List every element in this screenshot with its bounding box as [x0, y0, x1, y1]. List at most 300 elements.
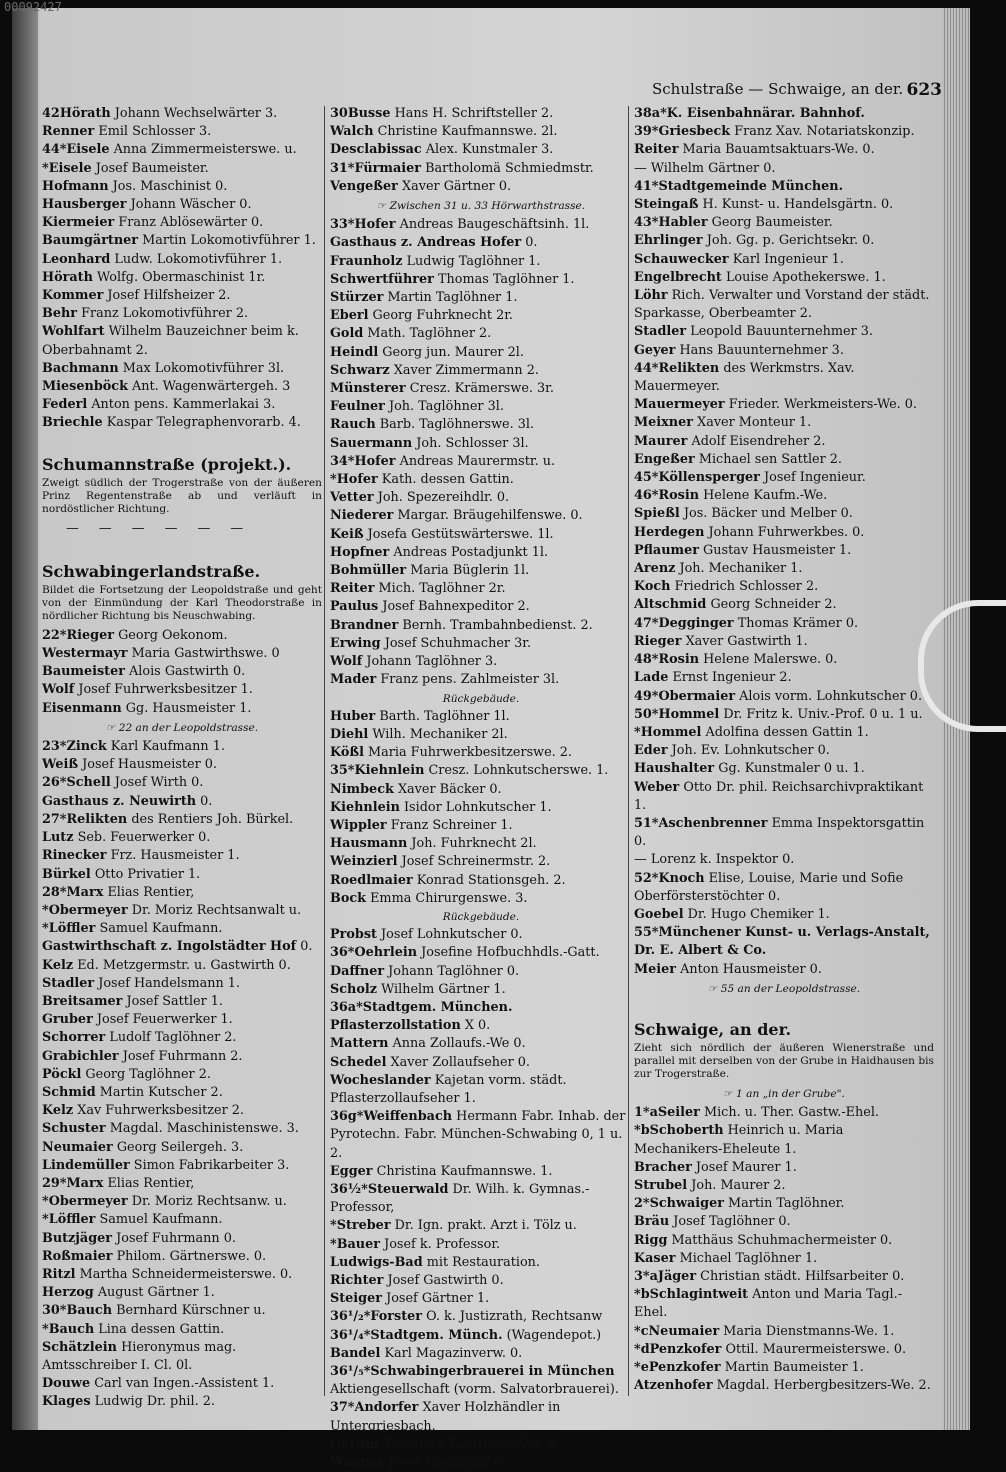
entry-detail: Georg Baumeister. — [711, 215, 833, 231]
house-number: 31* — [330, 160, 355, 176]
resident-name: Wagner — [330, 1455, 385, 1471]
resident-name: Löffler — [48, 921, 96, 937]
entry-detail: Isidor Lohnkutscher 1. — [403, 799, 552, 815]
directory-entry — [42, 1193, 322, 1211]
entry-detail: Martin Taglöhner 1. — [387, 290, 518, 306]
entry-detail: Josef Sattler 1. — [126, 993, 224, 1009]
directory-entry — [330, 1290, 632, 1308]
entry-detail: Josef Fuhrwerksbesitzer 1. — [78, 682, 253, 698]
resident-name: Spießl — [634, 506, 680, 522]
directory-entry — [42, 1029, 322, 1047]
house-number: *b — [634, 1287, 650, 1303]
resident-name: Mader — [330, 672, 377, 688]
entry-detail: Ludwig Taglöhner 1. — [406, 253, 541, 269]
entry-detail: Johann Fuhrwerkbes. 0. — [708, 524, 865, 540]
resident-name: Penzkofer — [648, 1360, 721, 1375]
directory-entry — [42, 993, 322, 1011]
directory-entry — [330, 123, 632, 141]
entry-detail: Karl Kaufmann 1. — [110, 739, 225, 755]
entry-detail: Franz Xav. Notariatskonzip. — [734, 124, 915, 140]
directory-entry — [634, 178, 934, 196]
entry-detail: Joh. Fuhrknecht 2l. — [411, 836, 537, 852]
resident-name: Schmid — [42, 1084, 96, 1100]
resident-name: Schauwecker — [634, 251, 729, 267]
resident-name: Haushalter — [634, 761, 715, 777]
resident-name: Breitsamer — [42, 993, 123, 1009]
directory-entry — [330, 489, 632, 507]
house-number: 33* — [330, 217, 355, 233]
entry-detail: Josef Schuhmacher 3r. — [384, 635, 532, 651]
resident-name: Rosin — [658, 488, 700, 504]
house-number: * — [42, 160, 49, 176]
entry-detail: Ed. Metzgermstr. u. Gastwirth 0. — [77, 957, 291, 973]
entry-detail: Alois vorm. Lohnkutscher 0. — [739, 688, 923, 704]
directory-entry — [330, 580, 632, 598]
entry-detail: Xaver Gärtner 0. — [401, 178, 512, 194]
entry-detail: Ernst Ingenieur 2. — [672, 670, 792, 686]
house-number: 29* — [42, 1175, 67, 1191]
directory-entry — [42, 627, 322, 645]
directory-entry — [42, 1175, 322, 1193]
entry-detail: Georg Fuhrknecht 2r. — [372, 308, 513, 324]
resident-name: Wolf — [42, 682, 75, 698]
entry-detail: O. k. Justizrath, Rechtsanw — [426, 1309, 603, 1325]
resident-name: Egger — [330, 1163, 373, 1179]
resident-name: Meier — [634, 961, 677, 977]
directory-entry — [42, 1302, 322, 1320]
house-number: 3*a — [634, 1268, 658, 1284]
directory-entry — [330, 999, 632, 1017]
house-number: 36¹/₂* — [330, 1309, 371, 1325]
entry-detail: Georg Schneider 2. — [710, 597, 837, 613]
house-number: 46* — [634, 488, 659, 504]
entry-detail: Xaver Zollaufseher 0. — [390, 1054, 530, 1070]
directory-entry — [330, 890, 632, 908]
street-heading: Schwabingerlandstraße. — [42, 561, 261, 581]
directory-entry — [42, 975, 322, 993]
directory-entry — [330, 416, 632, 434]
house-number: 37* — [330, 1400, 355, 1416]
directory-entry — [42, 774, 322, 792]
directory-entry — [330, 726, 632, 744]
entry-detail: Kaspar Telegraphenvorarb. 4. — [106, 415, 301, 431]
resident-name: Hausmann — [330, 836, 408, 852]
entry-detail: August Gärtner 1. — [97, 1285, 215, 1301]
entry-detail: Maria Bauamtsaktuars-We. 0. — [682, 142, 875, 158]
directory-entry — [42, 232, 322, 250]
directory-entry — [330, 453, 632, 471]
entry-detail: Ant. Wagenwärtergeh. 3 — [132, 379, 291, 395]
entry-detail: Anna Zollaufs.-We 0. — [392, 1036, 526, 1052]
entry-detail: Adolf Eisendreher 2. — [691, 433, 826, 449]
resident-name: Relikten — [658, 360, 720, 376]
resident-name: Reiter — [634, 142, 679, 158]
entry-detail: Maria Fuhrwerkbesitzerswe. 2. — [368, 745, 573, 761]
directory-entry — [330, 307, 632, 325]
resident-name: Zinck — [66, 739, 107, 755]
resident-name: Kiehnlein — [354, 763, 425, 779]
directory-entry — [330, 944, 632, 962]
directory-entry — [634, 851, 934, 869]
house-number: 39* — [634, 124, 659, 140]
page-number: 623 — [906, 80, 942, 100]
resident-name: Kaser — [634, 1250, 676, 1266]
resident-name: Gruber — [42, 1012, 93, 1028]
resident-name: Schwertführer — [330, 271, 434, 287]
directory-entry — [330, 1017, 632, 1035]
entry-detail: Josef Fuhrmann 0. — [116, 1230, 236, 1246]
resident-name: Löhr — [634, 288, 668, 304]
directory-entry — [330, 981, 632, 999]
resident-name: Busse — [347, 106, 391, 121]
house-number: * — [42, 921, 49, 937]
directory-entry — [634, 961, 934, 979]
entry-detail: Matthäus Schuhmachermeister 0. — [671, 1232, 893, 1248]
entry-detail: Joh. Gg. p. Gerichtsekr. 0. — [706, 233, 875, 249]
entry-detail: Johann Wechselwärter 3. — [114, 106, 278, 121]
entry-detail: Joh. Mechaniker 1. — [679, 561, 803, 577]
house-number: 42 — [42, 106, 60, 121]
directory-entry — [634, 433, 934, 451]
resident-name: Bauer — [336, 1236, 380, 1252]
house-number: 34* — [330, 453, 355, 469]
directory-entry — [42, 1248, 322, 1266]
resident-name: Obermeyer — [48, 1194, 128, 1210]
resident-name: Hörath — [59, 106, 111, 121]
entry-detail: Dr. Ign. prakt. Arzt i. Tölz u. — [394, 1218, 577, 1234]
directory-entry — [42, 1120, 322, 1138]
resident-name: Niederer — [330, 508, 394, 524]
resident-name: Koch — [634, 579, 671, 595]
resident-name: Engelbrecht — [634, 269, 722, 285]
directory-entry — [42, 957, 322, 975]
entry-detail: Martin Kutscher 2. — [99, 1084, 223, 1100]
resident-name: Gold — [330, 326, 364, 342]
directory-entry — [330, 635, 632, 653]
entry-detail: Josef Baumeister. — [95, 160, 209, 176]
directory-entry — [42, 178, 322, 196]
house-number: 22* — [42, 627, 67, 643]
resident-name: Mattern — [330, 1036, 389, 1052]
entry-detail: Georg Oekonom. — [118, 627, 228, 643]
entry-detail: Emma Chirurgenswe. 3. — [370, 890, 528, 906]
entry-detail: Hans H. Schriftsteller 2. — [394, 106, 554, 121]
resident-name: Lutz — [42, 830, 74, 846]
directory-entry — [42, 866, 322, 884]
resident-name: Lade — [634, 670, 669, 686]
directory-entry — [330, 1181, 632, 1217]
entry-detail: Thomas Krämer 0. — [737, 615, 859, 631]
resident-name: Paulus — [330, 599, 379, 615]
entry-detail: Ludwig Dr. phil. 2. — [94, 1394, 215, 1410]
entry-detail: Helene Kaufm.-We. — [703, 488, 828, 504]
street-heading: Schumannstraße (projekt.). — [42, 454, 292, 474]
directory-page — [12, 8, 970, 1471]
resident-name: Hörath — [42, 269, 93, 285]
directory-entry — [634, 1213, 934, 1231]
resident-name: Rigg — [634, 1232, 668, 1248]
directory-entry — [634, 1122, 934, 1158]
entry-detail: Xaver Zimmermann 2. — [393, 362, 539, 378]
directory-entry — [330, 853, 632, 871]
entry-detail: Lina dessen Gattin. — [98, 1321, 225, 1337]
entry-detail: Samuel Kaufmann. — [99, 1212, 223, 1228]
entry-detail: Dr. Hugo Chemiker 1. — [687, 906, 830, 922]
entry-detail: Josef Hilfsheizer 2. — [107, 288, 231, 304]
entry-detail: Alex. Kunstmaler 3. — [425, 142, 554, 158]
resident-name: Aschenbrenner — [658, 815, 768, 831]
directory-entry — [634, 688, 934, 706]
resident-name: Kößl — [330, 745, 364, 761]
entry-detail: Mich. Taglöhner 2r. — [378, 581, 506, 597]
directory-entry — [42, 1321, 322, 1339]
resident-name: Obermeyer — [48, 902, 128, 918]
resident-name: Mauermeyer — [634, 397, 725, 413]
resident-name: Meixner — [634, 415, 693, 431]
cross-reference: ☞ 55 an der Leopoldstrasse. — [707, 982, 861, 995]
house-number: 26* — [42, 775, 67, 791]
directory-entry — [330, 671, 632, 689]
directory-entry — [634, 323, 934, 341]
resident-name: Sauermann — [330, 435, 413, 451]
resident-name: Steingaß — [634, 197, 699, 213]
directory-entry — [634, 469, 934, 487]
entry-detail: Josef Taglöhner 0. — [388, 1455, 507, 1471]
directory-entry — [42, 1230, 322, 1248]
resident-name: Löffler — [48, 1212, 96, 1228]
entry-detail: Franz Ablösewärter 0. — [118, 215, 264, 231]
entry-detail: Elise, Louise, Marie und Sofie Oberförsterstöchter 0. — [634, 870, 904, 904]
directory-entry — [634, 924, 934, 960]
directory-entry — [330, 380, 632, 398]
house-number: *b — [634, 1123, 650, 1139]
entry-detail: Xaver Gastwirth 1. — [685, 633, 808, 649]
entry-detail: Mich. u. Ther. Gastw.-Ehel. — [703, 1105, 879, 1121]
resident-name: Briechle — [42, 415, 103, 431]
resident-name: Rinecker — [42, 848, 107, 864]
resident-name: Desclabissac — [330, 142, 422, 158]
entry-detail: Samuel Kaufmann. — [99, 921, 223, 937]
resident-name: Stadler — [634, 324, 687, 340]
entry-detail: Josef Ingenieur. — [764, 470, 866, 486]
entry-detail: Anna Zimmermeisterswe. u. — [113, 142, 297, 158]
entry-detail: Leopold Bauunternehmer 3. — [690, 324, 873, 340]
entry-detail: Maria Dienstmanns-We. 1. — [723, 1323, 895, 1339]
entry-detail: Anton und Maria Tagl.-Ehel. — [634, 1287, 903, 1321]
directory-entry — [330, 325, 632, 343]
directory-entry — [330, 817, 632, 835]
section-separator: — — — — — — — [66, 520, 252, 536]
directory-entry — [634, 1286, 934, 1322]
directory-entry — [634, 1323, 934, 1341]
resident-name: Schoberth — [649, 1123, 724, 1139]
directory-entry — [42, 793, 322, 811]
resident-name: Kommer — [42, 288, 104, 304]
directory-entry — [42, 938, 322, 956]
resident-name: Streber — [336, 1218, 391, 1234]
house-number: * — [42, 1212, 49, 1228]
directory-entry — [634, 615, 934, 633]
directory-entry — [42, 360, 322, 378]
resident-name: Atzenhofer — [634, 1378, 713, 1394]
resident-name: Ritzl — [42, 1266, 76, 1282]
street-description: Bildet die Fortsetzung der Leopoldstraße und geht von der Einmündung der Karl Theodorstraße in nördlicher Richtung bis Neuschwabing. — [42, 583, 322, 622]
house-number: 30 — [330, 106, 348, 121]
resident-name: Roßmaier — [42, 1248, 113, 1264]
resident-name: Federl — [42, 397, 88, 413]
directory-entry — [42, 214, 322, 232]
resident-name: Leonhard — [42, 251, 111, 267]
street-heading: Schwaige, an der. — [634, 1019, 792, 1039]
cross-reference: ☞ 22 an der Leopoldstrasse. — [105, 721, 259, 734]
directory-entry — [330, 544, 632, 562]
directory-entry — [330, 1399, 632, 1435]
entry-detail: X 0. — [464, 1018, 491, 1034]
resident-name: Forster — [370, 1309, 423, 1325]
entry-detail: Johann Taglöhner 0. — [388, 963, 520, 979]
directory-entry — [42, 1375, 322, 1393]
entry-detail: Dr. Moriz Rechtsanw. u. — [131, 1194, 287, 1210]
directory-entry — [330, 762, 632, 780]
resident-name: Keiß — [330, 526, 364, 542]
directory-entry — [42, 1066, 322, 1084]
entry-detail: Magdal. Herbergbesitzers-We. 2. — [716, 1378, 931, 1394]
directory-entry — [634, 651, 934, 669]
entry-detail: Martin Taglöhner. — [728, 1196, 845, 1212]
house-number: 27* — [42, 811, 67, 827]
resident-name: Arenz — [634, 561, 676, 577]
entry-detail: Christina Kaufmannswe. 1. — [376, 1163, 553, 1179]
house-number: 36½* — [330, 1181, 368, 1197]
entry-detail: Hermann Fabr. Inhab. der Pyrotechn. Fabr. München-Schwabing 0, 1 u. 2. — [330, 1109, 626, 1161]
column-2 — [330, 105, 632, 1472]
directory-entry — [634, 1377, 934, 1395]
directory-entry — [330, 835, 632, 853]
resident-name: Hofer — [354, 453, 396, 469]
directory-entry — [634, 141, 934, 159]
directory-entry — [42, 123, 322, 141]
entry-detail: Dr. Fritz k. Univ.-Prof. 0 u. 1 u. — [723, 706, 923, 722]
resident-name: Pflaumer — [634, 542, 699, 558]
entry-detail: Martin Baumeister 1. — [724, 1360, 864, 1375]
directory-entry — [42, 1339, 322, 1375]
directory-entry — [634, 105, 934, 123]
entry-detail: Karl Magazinverw. 0. — [384, 1345, 523, 1361]
directory-entry — [330, 160, 632, 178]
directory-entry — [330, 872, 632, 890]
resident-name: Herzog — [42, 1285, 94, 1301]
resident-name: Pöckl — [42, 1066, 82, 1082]
house-number: 45* — [634, 470, 659, 486]
resident-name: Hopfner — [330, 544, 390, 560]
resident-name: Richter — [330, 1273, 384, 1288]
entry-detail: Rich. Verwalter und Vorstand der städt. Sparkasse, Oberbeamter 2. — [634, 288, 930, 322]
directory-entry — [634, 815, 934, 851]
resident-name: Wohlfart — [42, 324, 105, 340]
entry-detail: Josef Gärtner 1. — [386, 1291, 490, 1307]
directory-entry — [42, 884, 322, 902]
directory-entry — [330, 1272, 632, 1290]
entry-detail: Kath. dessen Gattin. — [381, 472, 514, 488]
resident-name: Bohmüller — [330, 563, 407, 579]
entry-detail: Helene Malerswe. 0. — [703, 652, 838, 668]
directory-entry — [42, 196, 322, 214]
entry-detail: Philom. Gärtnerswe. 0. — [116, 1248, 267, 1264]
resident-name: Bräu — [634, 1214, 670, 1230]
resident-name: Walch — [330, 124, 374, 140]
resident-name: Knoch — [658, 870, 705, 886]
house-number: * — [42, 1194, 49, 1210]
directory-entry — [634, 633, 934, 651]
resident-name: Herdegen — [634, 524, 705, 540]
entry-detail: Adolfina dessen Gattin 1. — [705, 724, 869, 740]
directory-entry — [634, 505, 934, 523]
resident-name: Obermaier — [658, 688, 736, 704]
entry-detail: Hieronymus mag. Amtsschreiber I. Cl. 0l. — [42, 1339, 237, 1373]
directory-entry — [634, 232, 934, 250]
directory-entry — [330, 617, 632, 635]
directory-entry — [634, 342, 934, 360]
resident-name: Penzkofer — [649, 1341, 722, 1357]
resident-name: Ehrlinger — [634, 233, 703, 249]
resident-name: Griesbeck — [658, 124, 731, 140]
directory-entry — [634, 196, 934, 214]
directory-entry — [634, 870, 934, 906]
entry-detail: Andreas Postadjunkt 1l. — [393, 544, 549, 560]
directory-entry — [634, 160, 934, 178]
directory-entry — [634, 524, 934, 542]
entry-detail: 0. — [200, 793, 213, 809]
directory-entry — [330, 141, 632, 159]
directory-entry — [634, 1341, 934, 1359]
entry-detail: Josef Gastwirth 0. — [387, 1273, 504, 1288]
directory-entry — [634, 779, 934, 815]
entry-detail: — Wilhelm Gärtner 0. — [634, 160, 776, 176]
directory-entry — [634, 1104, 934, 1122]
entry-detail: Andreas Baugeschäftsinh. 1l. — [399, 217, 590, 233]
column-divider — [324, 106, 325, 1396]
entry-detail: Bernh. Trambahnbedienst. 2. — [402, 617, 593, 633]
resident-name: Ludwigs-Bad — [330, 1254, 423, 1270]
resident-name: Stadtgem. Münch. — [370, 1327, 503, 1343]
cross-reference: ☞ Zwischen 31 u. 33 Hörwarthstrasse. — [376, 200, 586, 213]
resident-name: Schell — [66, 775, 111, 791]
entry-detail: Dr. Wilh. k. Gymnas.-Professor, — [330, 1181, 590, 1216]
entry-detail: Magdal. Maschinistenswe. 3. — [109, 1121, 299, 1137]
resident-name: Rieger — [66, 627, 114, 643]
entry-detail: (Wagendepot.) — [506, 1327, 602, 1343]
entry-detail: Josefa Gestütswärterswe. 1l. — [367, 526, 554, 542]
resident-name: Klages — [42, 1394, 91, 1410]
directory-entry — [42, 305, 322, 323]
entry-detail: Maria Büglerin 1l. — [410, 563, 530, 579]
directory-entry — [330, 1054, 632, 1072]
resident-name: Rieger — [634, 633, 682, 649]
entry-detail: H. Kunst- u. Handelsgärtn. 0. — [702, 197, 894, 213]
entry-detail: Math. Taglöhner 2. — [367, 326, 492, 342]
resident-name: Baumeister — [42, 664, 125, 680]
directory-entry — [330, 1345, 632, 1363]
entry-detail: Xaver Holzhändler in Untergriesbach. — [330, 1400, 561, 1434]
directory-entry — [330, 1327, 632, 1345]
directory-entry — [42, 141, 322, 159]
house-number: 1*a — [634, 1105, 658, 1121]
resident-name: Geyer — [634, 342, 676, 358]
entry-detail: Josef Bahnexpeditor 2. — [382, 599, 530, 615]
resident-name: Köllensperger — [658, 470, 760, 486]
house-number: * — [330, 472, 337, 488]
resident-name: Daffner — [330, 963, 385, 979]
